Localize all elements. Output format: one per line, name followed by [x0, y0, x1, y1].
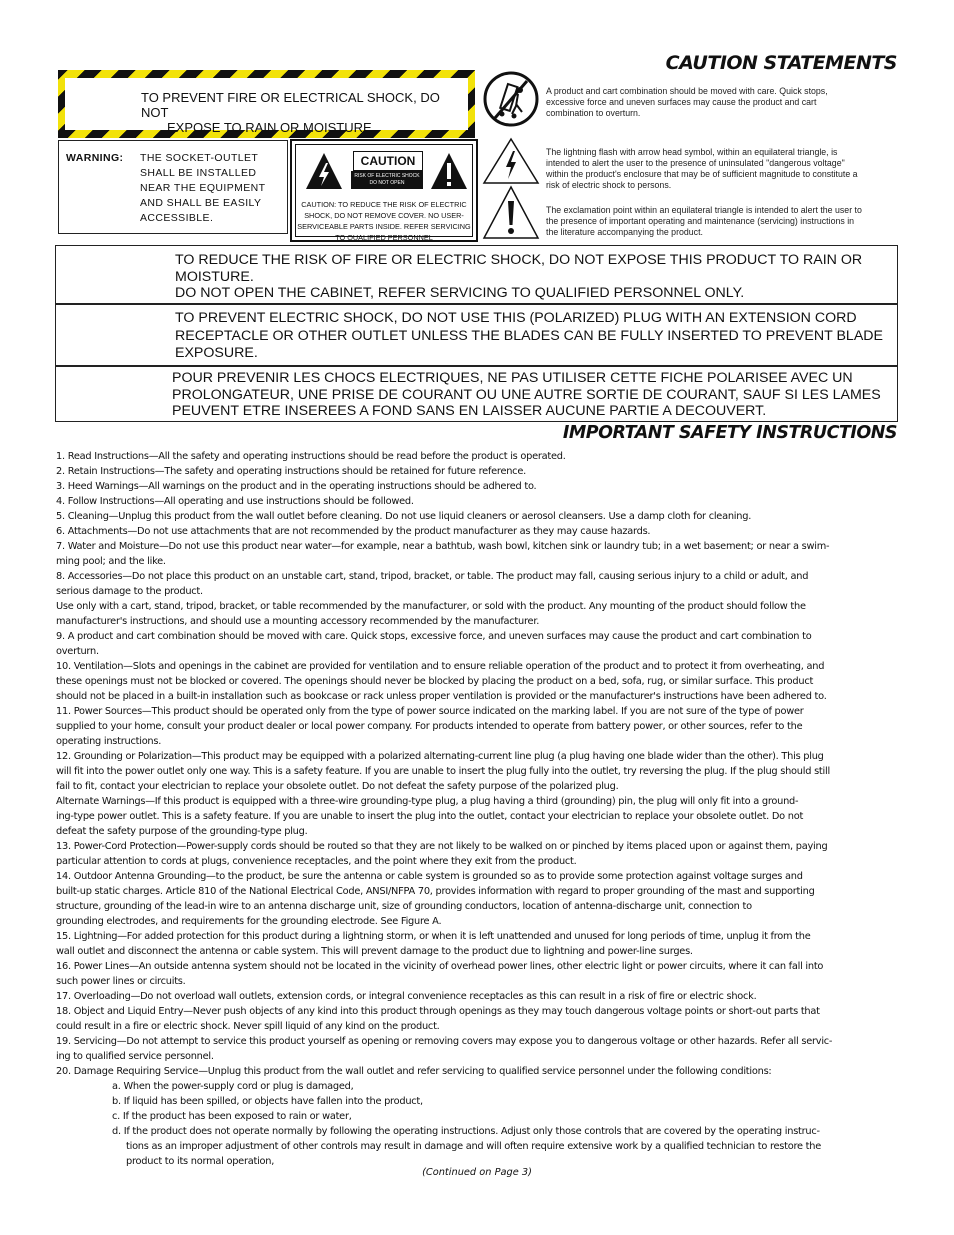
caution-text-line: TO QUALIFIED PERSONNEL — [335, 233, 433, 242]
caution-text-line: SHOCK, DO NOT REMOVE COVER. NO USER- — [304, 211, 464, 220]
warning-line: AND SHALL BE EASILY — [140, 197, 262, 209]
condition-item: d. If the product does not operate normally by following the operating instructions. Adjust only those controls that are covered by the operating instruc- — [112, 1126, 820, 1137]
caution-statements-title: CAUTION STATEMENTS — [665, 52, 897, 74]
box-line: TO PREVENT ELECTRIC SHOCK, DO NOT USE THIS (POLARIZED) PLUG WITH AN EXTENSION CORD — [175, 310, 857, 326]
continued-note: (Continued on Page 3) — [422, 1167, 532, 1178]
instruction-line: manufacturer's instructions, and should use a mounting accessory recommended by the manufacturer. — [56, 616, 540, 627]
instruction-line: 5. Cleaning—Unplug this product from the wall outlet before cleaning. Do not use liquid cleaners or aerosol cleansers. Use a damp cloth for cleaning. — [56, 511, 752, 522]
box-line: PEUVENT ETRE INSEREES A FOND SANS EN LAISSER AUCUNE PARTIE A DECOUVERT. — [172, 403, 767, 419]
exclamation-outline-icon — [482, 185, 540, 241]
warning-box-polarized-plug — [55, 304, 898, 366]
instruction-line: should not be placed in a built-in installation such as bookcase or rack unless proper ventilation is provided or the manufacturer's instructions have been adhered to. — [56, 691, 827, 702]
warning-box — [58, 140, 288, 234]
risk-line: DO NOT OPEN — [369, 180, 405, 186]
instruction-line: 3. Heed Warnings—All warnings on the product and in the operating instructions should be adhered to. — [56, 481, 537, 492]
lightning-statement — [546, 147, 858, 191]
warning-box-french — [55, 366, 898, 422]
instruction-line: defeat the safety purpose of the grounding-type plug. — [56, 826, 308, 837]
instruction-line: will fit into the power outlet only one way. This is a safety feature. If you are unable to insert the plug fully into the outlet, try reversing the plug. If the plug should still — [56, 766, 830, 777]
instruction-line: 17. Overloading—Do not overload wall outlets, extension cords, or integral convenience receptacles as this can result in a risk of fire or electric shock. — [56, 991, 757, 1002]
hazard-line: TO PREVENT FIRE OR ELECTRICAL SHOCK, DO NOT — [141, 90, 440, 120]
condition-item: c. If the product has been exposed to rain or water, — [112, 1111, 352, 1122]
caution-word: CAUTION — [353, 151, 423, 171]
safety-instructions-list — [56, 449, 901, 1169]
lightning-triangle-icon — [304, 151, 344, 191]
instruction-line: 1. Read Instructions—All the safety and operating instructions should be read before the product is operated. — [56, 451, 566, 462]
box-text — [175, 252, 862, 302]
caution-text-line: SERVICEABLE PARTS INSIDE. REFER SERVICING — [297, 222, 471, 231]
instruction-line: fail to fit, contact your electrician to replace your obsolete outlet. Do not defeat the safety purpose of the polarized plug. — [56, 781, 619, 792]
condition-continuation: product to its normal operation, — [126, 1156, 275, 1167]
caution-text-line: CAUTION: TO REDUCE THE RISK OF ELECTRIC — [301, 200, 467, 209]
exclamation-statement — [546, 205, 862, 238]
box-line: RECEPTACLE OR OTHER OUTLET UNLESS THE BLADES CAN BE FULLY INSERTED TO PREVENT BLADE — [175, 327, 883, 344]
exclaim-line: The exclamation point within an equilateral triangle is intended to alert the user to — [546, 205, 862, 215]
cart-statement — [546, 86, 828, 119]
instruction-line: overturn. — [56, 646, 99, 657]
warning-box-rain — [55, 245, 898, 304]
exclaim-line: the literature accompanying the product. — [546, 227, 703, 237]
risk-of-shock-banner — [351, 171, 423, 189]
instruction-line: grounding electrodes, and requirements for the grounding electrode. See Figure A. — [56, 916, 442, 927]
instruction-line: 6. Attachments—Do not use attachments that are not recommended by the product manufacturer as they may cause hazards. — [56, 526, 651, 537]
instruction-line: 2. Retain Instructions—The safety and operating instructions should be retained for future reference. — [56, 466, 526, 477]
instruction-line: 4. Follow Instructions—All operating and use instructions should be followed. — [56, 496, 414, 507]
lightning-line: within the product's enclosure that may be of sufficient magnitude to constitute a — [546, 169, 858, 179]
instruction-line: 19. Servicing—Do not attempt to service this product yourself as opening or removing covers may expose you to dangerous voltage or other hazards. Refer all servic- — [56, 1036, 833, 1047]
instruction-line: 10. Ventilation—Slots and openings in the cabinet are provided for ventilation and to ensure reliable operation of the product and to protect it from overheating, and — [56, 661, 825, 672]
warning-line: ACCESSIBLE. — [140, 212, 214, 224]
instruction-line: particular attention to cords at plugs, convenience receptacles, and the point where they exit from the product. — [56, 856, 577, 867]
instruction-line: 12. Grounding or Polarization—This product may be equipped with a polarized alternating-current line plug (a plug having one blade wider than the other). This plug — [56, 751, 824, 762]
instruction-line: ing to qualified service personnel. — [56, 1051, 214, 1062]
instruction-line: 11. Power Sources—This product should be operated only from the type of power source indicated on the marking label. If you are not sure of the type of power — [56, 706, 804, 717]
hazard-text — [65, 78, 468, 135]
box-text — [175, 310, 883, 363]
hazard-striped-box — [58, 70, 475, 138]
instruction-line: 16. Power Lines—An outside antenna system should not be located in the vicinity of overhead power lines, other electric light or power circuits, where it can fall into — [56, 961, 824, 972]
box-line: EXPOSURE. — [175, 345, 258, 361]
caution-label-inner — [295, 144, 473, 242]
instruction-line: operating instructions. — [56, 736, 162, 747]
box-line: DO NOT OPEN THE CABINET, REFER SERVICING TO QUALIFIED PERSONNEL ONLY. — [175, 285, 745, 301]
cart-tipover-icon — [482, 70, 540, 128]
lightning-line: intended to alert the user to the presence of uninsulated "dangerous voltage" — [546, 158, 845, 168]
instruction-line: could result in a fire or electric shock. Never spill liquid of any kind on the product. — [56, 1021, 440, 1032]
box-line: PROLONGATEUR, UNE PRISE DE COURANT OU UNE AUTRE SORTIE DE COURANT, SAUF SI LES LAMES — [172, 386, 881, 403]
instruction-line: 18. Object and Liquid Entry—Never push objects of any kind into this product through openings as they may touch dangerous voltage points or short-out parts that — [56, 1006, 820, 1017]
caution-label — [290, 139, 478, 242]
exclaim-line: the presence of important operating and maintenance (servicing) instructions in — [546, 216, 855, 226]
instruction-line: 15. Lightning—For added protection for this product during a lightning storm, or when it is left unattended and unused for long periods of time, unplug it from the — [56, 931, 811, 942]
instruction-line: 13. Power-Cord Protection—Power-supply cords should be routed so that they are not likely to be walked on or pinched by items placed upon or against them, paying — [56, 841, 828, 852]
instruction-line: 8. Accessories—Do not place this product on an unstable cart, stand, tripod, bracket, or table. The product may fall, causing serious injury to a child or adult, and — [56, 571, 809, 582]
instruction-line: Use only with a cart, stand, tripod, bracket, or table recommended by the manufacturer, or sold with the product. Any mounting of the product should follow the — [56, 601, 806, 612]
box-text — [172, 370, 881, 420]
instruction-line: Alternate Warnings—If this product is equipped with a three-wire grounding-type plug, a plug having a third (grounding) pin, the plug will only fit into a ground- — [56, 796, 799, 807]
cart-line: excessive force and uneven surfaces may cause the product and cart — [546, 97, 817, 107]
instruction-line: structure, grounding of the lead-in wire to an antenna discharge unit, size of grounding conductors, location of antenna-discharge unit, connection to — [56, 901, 752, 912]
hazard-line: EXPOSE TO RAIN OR MOISTURE — [167, 120, 372, 135]
box-line: MOISTURE. — [175, 268, 254, 285]
cart-line: A product and cart combination should be moved with care. Quick stops, — [546, 86, 828, 96]
warning-line: NEAR THE EQUIPMENT — [140, 182, 266, 194]
risk-line: RISK OF ELECTRIC SHOCK — [354, 173, 420, 179]
instruction-line: built-up static charges. Article 810 of the National Electrical Code, ANSI/NFPA 70, provides information with regard to proper grounding of the mast and supporting — [56, 886, 815, 897]
box-line: POUR PREVENIR LES CHOCS ELECTRIQUES, NE PAS UTILISER CETTE FICHE POLARISEE AVEC UN — [172, 370, 853, 386]
instruction-line: ming pool; and the like. — [56, 556, 166, 567]
cart-line: combination to overturn. — [546, 108, 641, 118]
instruction-line: 20. Damage Requiring Service—Unplug this product from the wall outlet and refer servicing to qualified service personnel under the following conditions: — [56, 1066, 772, 1077]
box-line: TO REDUCE THE RISK OF FIRE OR ELECTRIC SHOCK, DO NOT EXPOSE THIS PRODUCT TO RAIN OR — [175, 252, 863, 268]
lightning-line: risk of electric shock to persons. — [546, 180, 672, 190]
caution-label-text — [296, 199, 472, 243]
instruction-line: 14. Outdoor Antenna Grounding—to the product, be sure the antenna or cable system is grounded so as to provide some protection against voltage surges and — [56, 871, 803, 882]
condition-item: a. When the power-supply cord or plug is damaged, — [112, 1081, 354, 1092]
instruction-line: wall outlet and disconnect the antenna or cable system. This will prevent damage to the product due to lightning and power-line surges. — [56, 946, 693, 957]
instruction-line: these openings must not be blocked or covered. The openings should never be blocked by placing the product on a bed, sofa, rug, or similar surface. This product — [56, 676, 814, 687]
lightning-outline-icon — [482, 137, 540, 185]
instruction-line: 9. A product and cart combination should be moved with care. Quick stops, excessive force, and uneven surfaces may cause the product and cart combination to — [56, 631, 812, 642]
instruction-line: supplied to your home, consult your product dealer or local power company. For products intended to operate from battery power, or other sources, refer to the — [56, 721, 803, 732]
condition-continuation: tions as an improper adjustment of other controls may result in damage and will often require extensive work by a qualified technician to restore the — [126, 1141, 822, 1152]
safety-instructions-title: IMPORTANT SAFETY INSTRUCTIONS — [562, 423, 897, 443]
instruction-line: ing-type power outlet. This is a safety feature. If you are unable to insert the plug into the outlet, contact your electrician to replace your obsolete outlet. Do not — [56, 811, 804, 822]
warning-text — [140, 151, 280, 226]
instruction-line: serious damage to the product. — [56, 586, 203, 597]
exclamation-triangle-icon — [429, 151, 469, 191]
condition-item: b. If liquid has been spilled, or objects have fallen into the product, — [112, 1096, 423, 1107]
warning-label: WARNING: — [66, 152, 124, 164]
warning-line: THE SOCKET-OUTLET — [140, 152, 259, 164]
lightning-line: The lightning flash with arrow head symbol, within an equilateral triangle, is — [546, 147, 838, 157]
instruction-line: such power lines or circuits. — [56, 976, 186, 987]
warning-line: SHALL BE INSTALLED — [140, 167, 257, 179]
instruction-line: 7. Water and Moisture—Do not use this product near water—for example, near a bathtub, wash bowl, kitchen sink or laundry tub; in a wet basement; or near a swim- — [56, 541, 830, 552]
